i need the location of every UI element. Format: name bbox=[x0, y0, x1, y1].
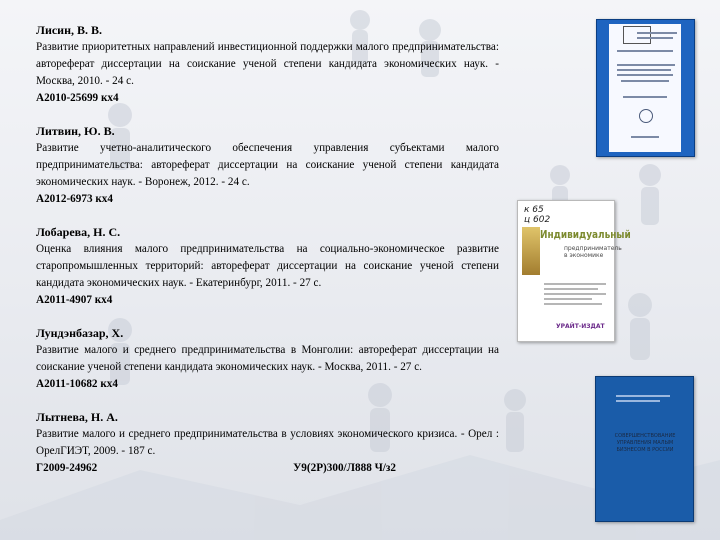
entry-shelf-code: Г2009-24962 bbox=[36, 462, 98, 474]
handwritten-note: к 65 ц 602 bbox=[524, 205, 551, 225]
entry-description: Развитие учетно-аналитического обеспечения управления субъектами малого предпринимательства: автореферат диссертации на соискание ученой степени кандидата экономических наук. - Воронеж, 2012. - 24 с. bbox=[36, 142, 499, 188]
entry-description: Развитие приоритетных направлений инвестиционной поддержки малого предпринимательства: автореферат диссертации на соискание ученой степени кандидата экономических наук. - Москва, 2010. - 24 с. bbox=[36, 41, 499, 87]
ladder-icon bbox=[522, 227, 540, 275]
book-subtitle: предприниматель в экономике bbox=[564, 245, 622, 259]
bibliography-entry bbox=[36, 22, 499, 107]
entry-description: Оценка влияния малого предпринимательства на социально-экономическое развитие старопромышленных территорий: автореферат диссертации на соискание ученой степени кандидата экономических наук. - Екатеринбург, 2011. - 27 с. bbox=[36, 243, 499, 289]
entry-author: Лобарева, Н. С. bbox=[36, 225, 121, 239]
entry-description: Развитие малого и среднего предпринимательства в условиях экономического кризиса. - Орел : ОрелГИЭТ, 2009. - 187 с. bbox=[36, 428, 499, 457]
entry-author: Литвин, Ю. В. bbox=[36, 124, 115, 138]
entry-shelf-code: А2011-10682 кх4 bbox=[36, 378, 118, 390]
publisher-logo: УРАЙТ-ИЗДАТ bbox=[556, 323, 605, 330]
emblem-icon bbox=[639, 109, 653, 123]
bibliography-list bbox=[36, 22, 499, 493]
bibliography-entry bbox=[36, 224, 499, 309]
bibliography-entry bbox=[36, 123, 499, 208]
library-stamp bbox=[623, 26, 651, 44]
entry-shelf-code: А2012-6973 кх4 bbox=[36, 193, 113, 205]
cover-title-panel bbox=[609, 24, 681, 152]
book-cover-image bbox=[517, 200, 631, 342]
entry-classification-code: У9(2Р)300/Л888 Ч/з2 bbox=[293, 462, 396, 474]
bibliography-entry bbox=[36, 409, 499, 477]
bibliography-entry bbox=[36, 325, 499, 393]
entry-shelf-codes bbox=[36, 460, 396, 477]
entry-shelf-code: А2011-4907 кх4 bbox=[36, 294, 113, 306]
cover-text-lines bbox=[544, 283, 606, 308]
book-title: Индивидуальный bbox=[540, 229, 631, 241]
entry-shelf-code: А2010-25699 кх4 bbox=[36, 92, 119, 104]
entry-author: Лытнева, Н. А. bbox=[36, 410, 118, 424]
cover-author-lines bbox=[616, 395, 670, 405]
book-cover-image bbox=[595, 376, 694, 522]
book-title: СОВЕРШЕНСТВОВАНИЕ УПРАВЛЕНИЯ МАЛЫМ БИЗНЕСОМ В РОССИИ bbox=[614, 433, 676, 453]
entry-author: Лисин, В. В. bbox=[36, 23, 103, 37]
entry-author: Лундэнбазар, Х. bbox=[36, 326, 124, 340]
entry-description: Развитие малого и среднего предпринимательства в Монголии: автореферат диссертации на соискание ученой степени кандидата экономических наук. - Москва, 2011. - 27 с. bbox=[36, 344, 499, 373]
book-cover-image bbox=[596, 19, 695, 157]
